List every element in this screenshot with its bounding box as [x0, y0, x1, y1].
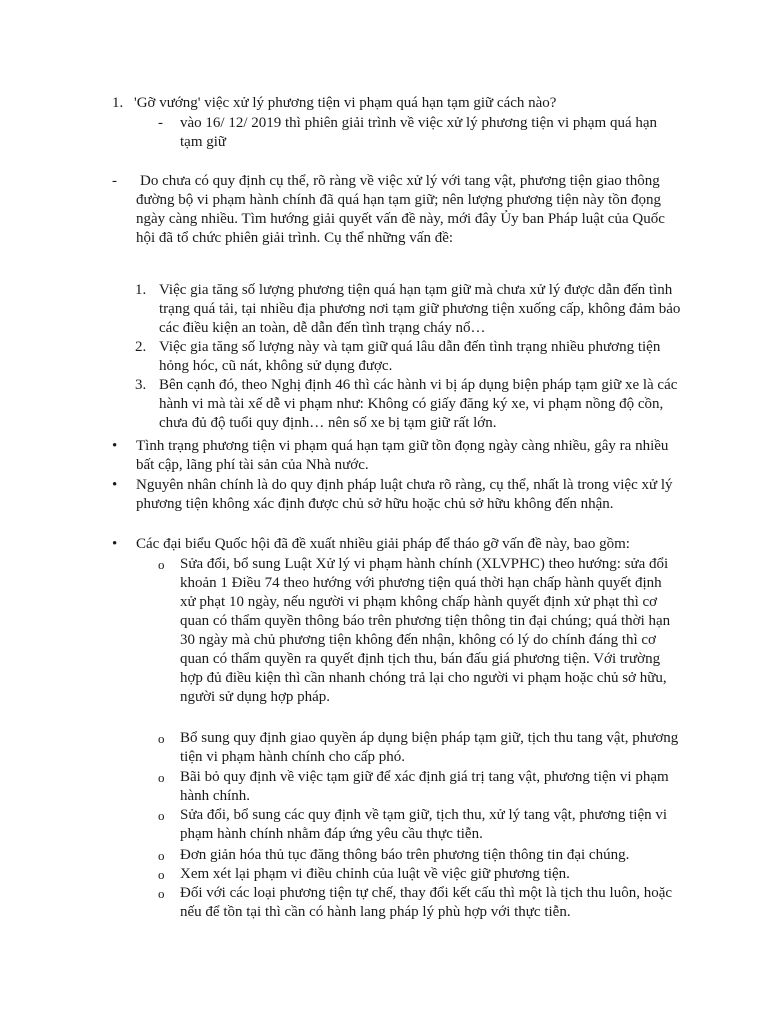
bullet-text: Các đại biểu Quốc hội đã đề xuất nhiều giải pháp để tháo gỡ vấn đề này, bao gồm:	[136, 536, 630, 552]
dash-marker: -	[112, 173, 117, 189]
sub-bullet-text: Bổ sung quy định giao quyền áp dụng biện pháp tạm giữ, tịch thu tang vật, phương tiện vi phạm hành chính cho cấp phó.	[180, 730, 679, 765]
heading-title: 'Gỡ vướng' việc xử lý phương tiện vi phạm quá hạn tạm giữ cách nào?	[134, 95, 557, 111]
circle-bullet-marker: o	[158, 770, 165, 785]
circle-bullet-marker: o	[158, 867, 165, 882]
sub-bullet-text: Bãi bỏ quy định về việc tạm giữ để xác định giá trị tang vật, phương tiện vi phạm hành chính.	[180, 769, 669, 804]
list-item-text: Việc gia tăng số lượng phương tiện quá hạn tạm giữ mà chưa xử lý được dẫn đến tình trạng quá tải, tại nhiều địa phương nơi tạm giữ phương tiện xuống cấp, không đảm bảo các điều kiện an toàn, dễ dẫn đến tình trạng cháy nổ…	[159, 282, 681, 336]
list-number: 2.	[135, 339, 147, 355]
list-number: 3.	[135, 377, 147, 393]
bullet-text: Nguyên nhân chính là do quy định pháp luật chưa rõ ràng, cụ thể, nhất là trong việc xử lý phương tiện không xác định được chủ sở hữu hoặc chủ sở hữu không đến nhận.	[136, 477, 673, 512]
sub-bullet-text: Xem xét lại phạm vi điều chỉnh của luật về việc giữ phương tiện.	[180, 866, 570, 882]
sub-bullet-text: Đơn giản hóa thủ tục đăng thông báo trên phương tiện thông tin đại chúng.	[180, 847, 630, 863]
circle-bullet-marker: o	[158, 848, 165, 863]
bullet-marker: •	[112, 438, 118, 454]
sub-bullet-text: Sửa đổi, bổ sung Luật Xử lý vi phạm hành chính (XLVPHC) theo hướng: sửa đổi khoản 1 Điều 74 theo hướng với phương tiện quá thời hạn chấp hành quyết định xử phạt 10 ngày, nếu người vi phạm không chấp hành quyết định xử phạt thì cơ quan có thẩm quyền thông báo trên phương tiện thông tin đại chúng; quá thời hạn 30 ngày mà chủ phương tiện không đến nhận, không có lý do chính đáng thì cơ quan có thẩm quyền ra quyết định tịch thu, bán đấu giá phương tiện. Với trường hợp đủ điều kiện thì cần nhanh chóng trả lại cho người vi phạm hoặc chủ sở hữu, người sử dụng hợp pháp.	[180, 556, 671, 705]
bullet-marker: •	[112, 536, 118, 552]
sub-bullet-text: Sửa đổi, bổ sung các quy định về tạm giữ, tịch thu, xử lý tang vật, phương tiện vi phạm hành chính nhằm đáp ứng yêu cầu thực tiễn.	[180, 807, 668, 842]
list-number: 1.	[112, 95, 124, 111]
circle-bullet-marker: o	[158, 886, 165, 901]
list-number: 1.	[135, 282, 147, 298]
bullet-marker: •	[112, 477, 118, 493]
sub-bullet-text: Đối với các loại phương tiện tự chế, thay đổi kết cấu thì một là tịch thu luôn, hoặc nếu để tồn tại thì cần có hành lang pháp lý phù hợp với thực tiễn.	[180, 885, 673, 920]
circle-bullet-marker: o	[158, 731, 165, 746]
list-item-text: Bên cạnh đó, theo Nghị định 46 thì các hành vi bị áp dụng biện pháp tạm giữ xe là các hành vi mà tài xế dễ vi phạm như: Không có giấy đăng ký xe, vi phạm nồng độ cồn, chưa đủ độ tuổi quy định… nên số xe bị tạm giữ rất lớn.	[159, 377, 678, 431]
dash-marker: -	[158, 115, 163, 131]
circle-bullet-marker: o	[158, 557, 165, 572]
intro-text: Do chưa có quy định cụ thể, rõ ràng về việc xử lý với tang vật, phương tiện giao thông đường bộ vi phạm hành chính đã quá hạn tạm giữ; nên lượng phương tiện này tồn đọng ngày càng nhiều. Tìm hướng giải quyết vấn đề này, mới đây Ủy ban Pháp luật của Quốc hội đã tổ chức phiên giải trình. Cụ thể những vấn đề:	[136, 173, 665, 246]
bullet-text: Tình trạng phương tiện vi phạm quá hạn tạm giữ tồn đọng ngày càng nhiều, gây ra nhiều bất cập, lãng phí tài sản của Nhà nước.	[136, 438, 669, 473]
circle-bullet-marker: o	[158, 808, 165, 823]
heading-subtext: vào 16/ 12/ 2019 thì phiên giải trình về việc xử lý phương tiện vi phạm quá hạn tạm giữ	[180, 115, 658, 150]
list-item-text: Việc gia tăng số lượng này và tạm giữ quá lâu dẫn đến tình trạng nhiều phương tiện hỏng hóc, cũ nát, không sử dụng được.	[159, 339, 661, 374]
